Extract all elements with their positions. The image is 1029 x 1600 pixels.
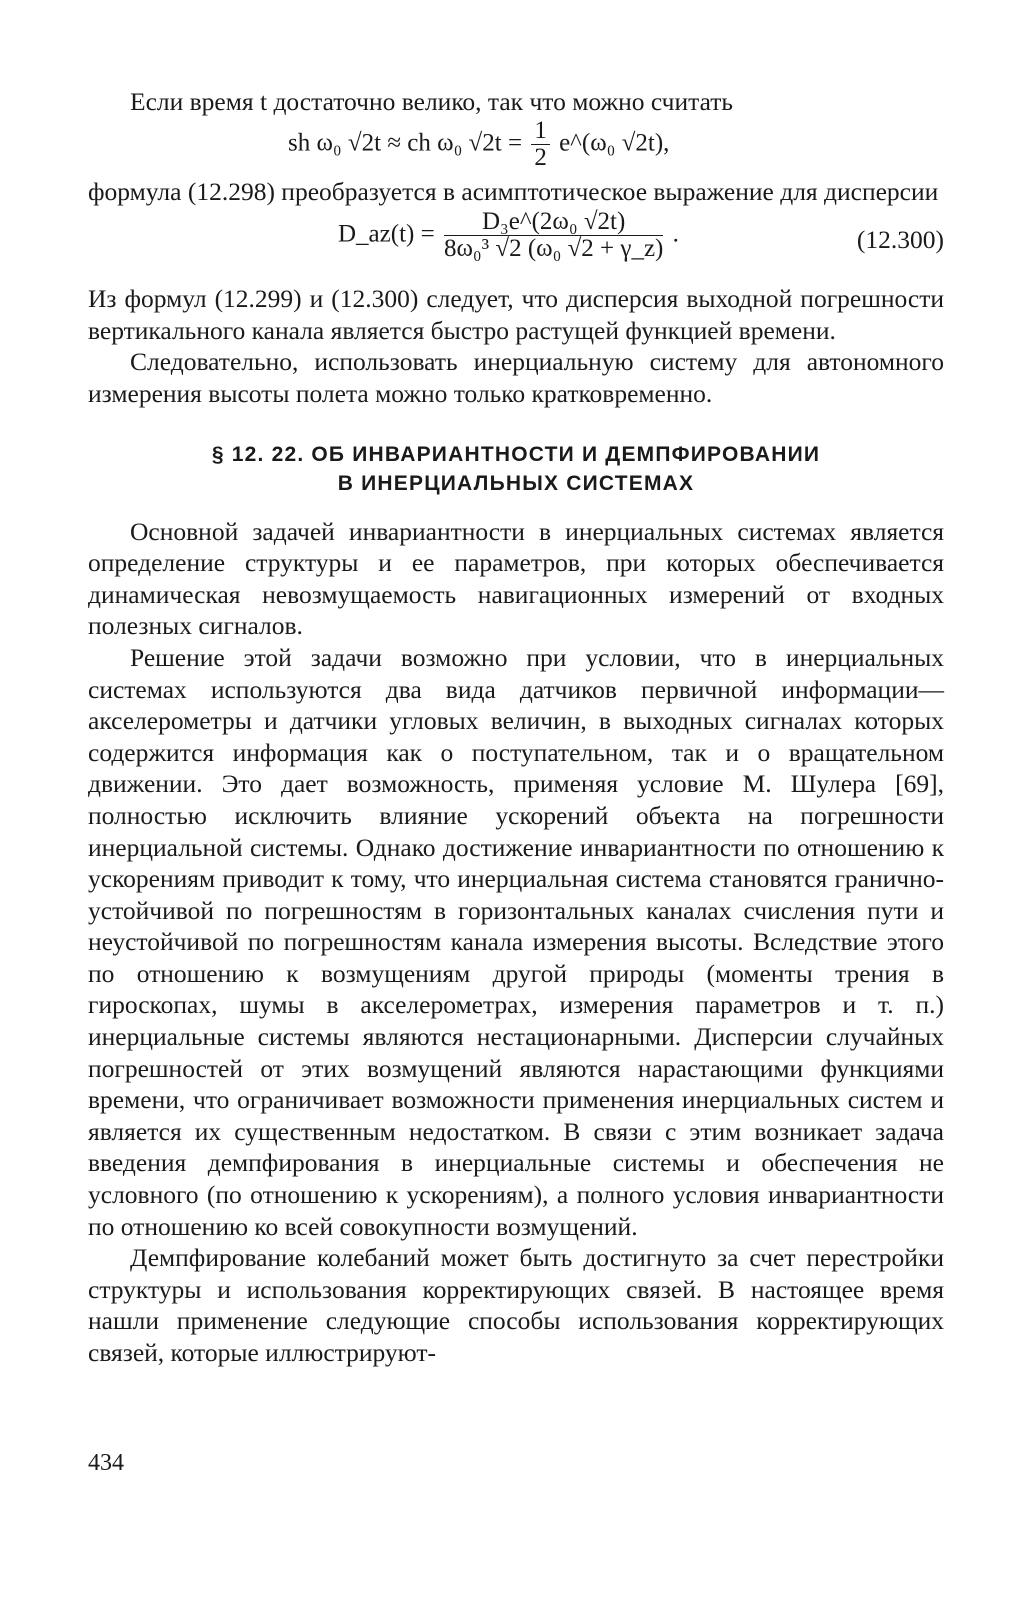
equation-number: (12.300) — [856, 225, 944, 255]
formula-asymptotic — [88, 118, 944, 176]
paragraph-damping: Демпфирование колебаний может быть достигнуто за счет перестройки структуры и использования корректирующих связей. В настоящее время нашли применение следующие способы использования корректирующих связей, которые иллюстрируют- — [88, 1243, 944, 1367]
paragraph-formula-intro: формула (12.298) преобразуется в асимптотическое выражение для дисперсии — [88, 176, 939, 206]
formula-dispersion-lhs: D_az(t) = — [338, 220, 435, 248]
formula-dispersion-fraction — [444, 209, 663, 263]
fraction-numerator: 1 — [531, 118, 550, 145]
fraction-denominator: 2 — [534, 143, 547, 171]
formula-asymptotic-lhs: sh ω₀ √2t ≈ ch ω₀ √2t = — [288, 129, 523, 157]
section-heading-line2: В ИНЕРЦИАЛЬНЫХ СИСТЕМАХ — [337, 471, 695, 495]
paragraph-solution: Решение этой задачи возможно при условии, что в инерциальных системах используются два вида датчиков первичной информации—акселерометры и датчики угловых величин, в выходных сигналах которых содержится информация как о поступательном, так и о вращательном движении. Это дает возможность, применяя условие М. Шулера [69], полностью исключить влияние ускорений объекта на погрешности инерциальной системы. Однако достижение инвариантности по отношению к ускорениям приводит к тому, что инерциальная система становятся гранично-устойчивой по погрешностям в горизонтальных каналах счисления пути и неустойчивой по погрешностям канала измерения высоты. Вследствие этого по отношению к возмущениям другой природы (моменты трения в гироскопах, шумы в акселерометрах, измерения параметров и т. п.) инерциальные системы являются нестационарными. Дисперсии случайных погрешностей от этих возмущений являются нарастающими функциями времени, что ограничивает возможности применения инерциальных систем и является их существенным недостатком. В связи с этим возникает задача введения демпфирования в инерциальные системы и обеспечения не условного (по отношению к ускорениям), а полного условия инвариантности по отношению ко всей совокупности возмущений. — [88, 642, 944, 1241]
formula-asymptotic-fraction — [531, 118, 550, 172]
formula-dispersion — [88, 209, 944, 279]
dispersion-denominator: 8ω₀³ √2 (ω₀ √2 + γ_z) — [443, 235, 664, 263]
page-body — [88, 86, 944, 1369]
paragraph-conclusion: Из формул (12.299) и (12.300) следует, что дисперсия выходной погрешности вертикального канала является быстро растущей функцией времени. — [88, 284, 944, 345]
paragraph-invariance-task: Основной задачей инвариантности в инерциальных системах является определение структуры и ее параметров, при которых обеспечивается динамическая невозмущаемость навигационных измерений от входных полезных сигналов. — [88, 516, 944, 641]
section-heading-line1: § 12. 22. ОБ ИНВАРИАНТНОСТИ И ДЕМПФИРОВАНИИ — [211, 442, 821, 466]
formula-asymptotic-rhs: e^(ω₀ √2t), — [559, 129, 670, 157]
paragraph-consequence: Следовательно, использовать инерциальную систему для автономного измерения высоты полета можно только кратковременно. — [88, 347, 944, 408]
formula-dispersion-dot: . — [672, 220, 679, 248]
intro-line: Если время t достаточно велико, так что можно считать — [130, 87, 734, 116]
section-heading — [88, 440, 944, 498]
page-number: 434 — [88, 1450, 124, 1476]
dispersion-numerator: D₃e^(2ω₀ √2t) — [444, 209, 663, 236]
